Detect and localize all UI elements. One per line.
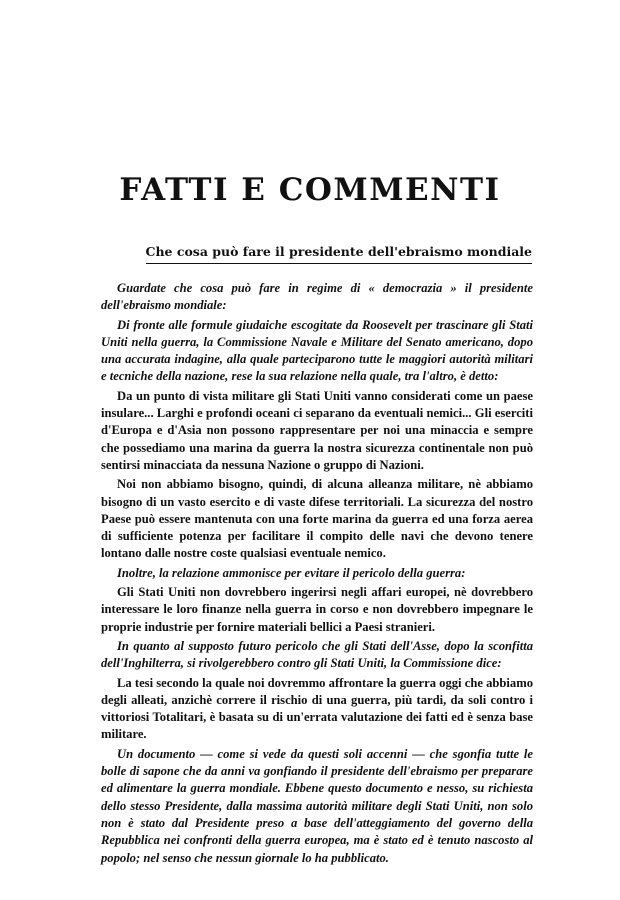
paragraph-quote-2: Noi non abbiamo bisogno, quindi, di alcuna alleanza militare, nè abbiamo bisogno di un vasto esercito e di vaste difese territoriali. La sicurezza del nostro Paese può essere mantenuta con una forte marina da guerra ed una forza aerea di sufficiente potenza per facilitare il compito delle navi che devono tenere lontano dalle nostre coste qualsiasi eventuale nemico. — [101, 477, 533, 561]
paragraph-axis-intro: In quanto al supposto futuro pericolo che gli Stati dell'Asse, dopo la sconfitta dell'Inghilterra, si rivolgerebbero contro gli Stati Uniti, la Commissione dice: — [101, 638, 533, 671]
paragraph-conclusion: Un documento — come si vede da questi soli accenni — che sgonfia tutte le bolle di sapone che da anni va gonfiando il presidente dell'ebraismo per preparare ed alimentare la guerra mondiale. Ebbene questo documento e nesso, su richiesta dello stesso Presidente, dalla massima autorità militare degli Stati Uniti, non solo non è stato dal Presidente preso a base dell'atteggiamento del governo della Repubblica nei confronti della guerra europea, ma è stato ed è tenuto nascosto al popolo; nel senso che nessun giornale lo ha pubblicato. — [101, 746, 533, 865]
paragraph-warning-intro: Inoltre, la relazione ammonisce per evitare il pericolo della guerra: — [117, 565, 466, 580]
paragraph-quote-3: Gli Stati Uniti non dovrebbero ingerirsi negli affari europei, nè dovrebbero interessare le loro finanze nella guerra in corso e non dovrebbero impegnare le proprie industrie per fornire materiali bellici a Paesi stranieri. — [101, 585, 533, 634]
article-body — [101, 280, 533, 869]
paragraph-intro: Guardate che cosa può fare in regime di « democrazia » il presidente dell'ebraismo mondiale: — [101, 281, 533, 313]
paragraph-quote-4: La tesi secondo la quale noi dovremmo affrontare la guerra oggi che abbiamo degli alleati, anzichè correre il rischio di una guerra, più tardi, da soli contro i vittoriosi Totalitari, è basata su di un'errata valutazione dei fatti ed è senza base militare. — [101, 675, 533, 742]
paragraph-quote-1: Da un punto di vista militare gli Stati Uniti vanno considerati come un paese insulare... Larghi e profondi oceani ci separano da eventuali nemici... Gli eserciti d'Europa e d'Asia non possono rappresentare per noi una minaccia e sempre che possediamo una marina da guerra la nostra sicurezza continentale non può sentirsi minacciata da nessuna Nazione o gruppo di Nazioni. — [101, 388, 533, 472]
page-title: FATTI E COMMENTI — [119, 172, 501, 208]
paragraph-context: Di fronte alle formule giudaiche escogitate da Roosevelt per trascinare gli Stati Uniti nella guerra, la Commissione Navale e Militare del Senato americano, dopo una accurata indagine, alla quale parteciparono tutte le maggiori autorità militari e tecniche della nazione, rese la sua relazione nella quale, tra l'altro, è detto: — [101, 317, 533, 384]
section-title: Che cosa può fare il presidente dell'ebraismo mondiale — [146, 244, 532, 264]
